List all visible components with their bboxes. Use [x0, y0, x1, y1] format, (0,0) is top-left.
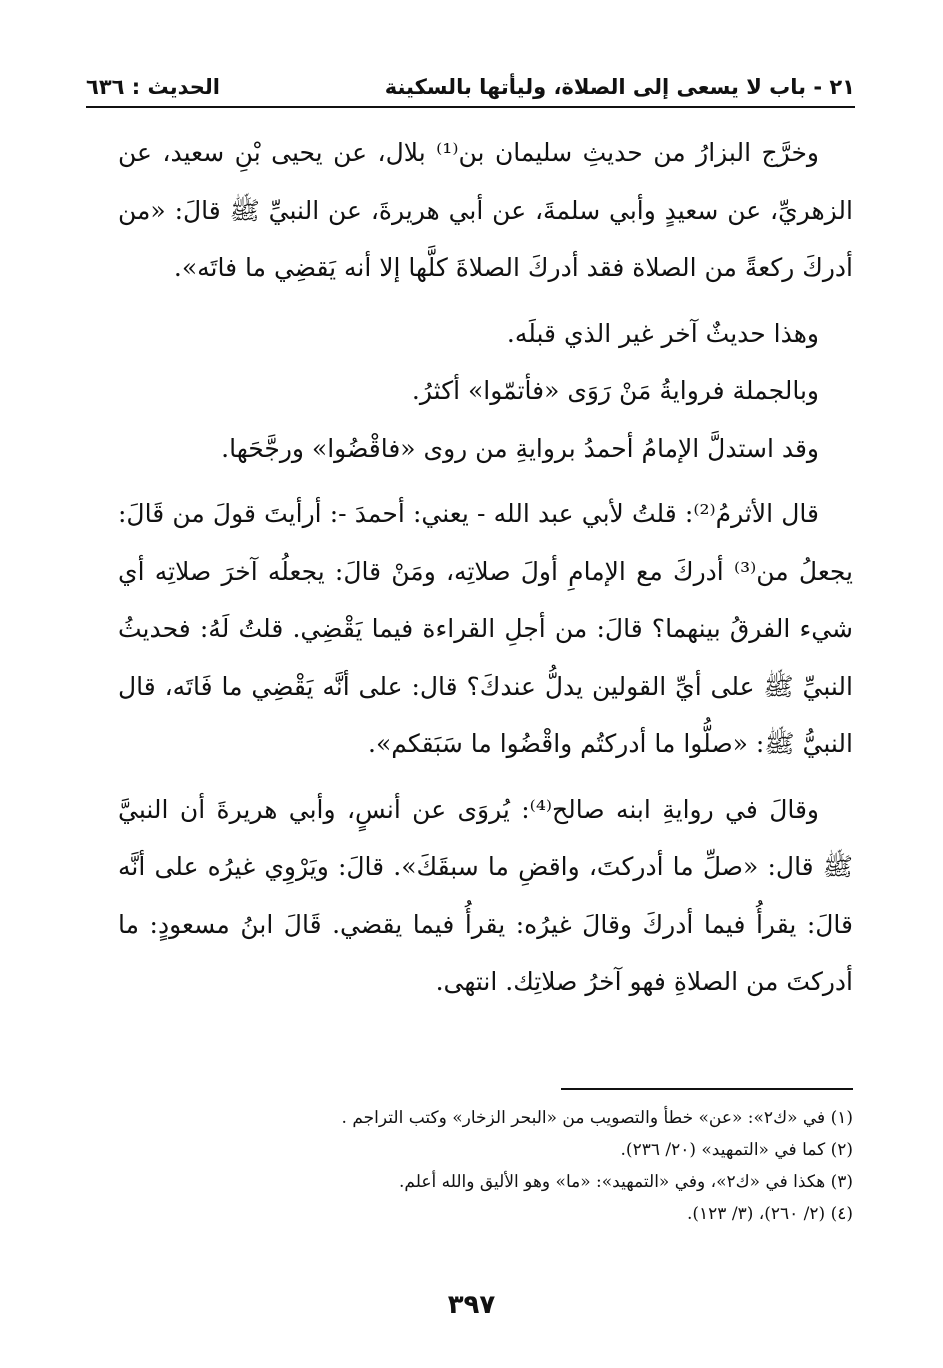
paragraph: وهذا حديثٌ آخر غير الذي قبلَه. [506, 318, 819, 348]
footnote: (٣) هكذا في «ك٢»، وفي «التمهيد»: «ما» وهو الأليق والله أعلم. [399, 1172, 853, 1192]
main-text [118, 124, 853, 1011]
hadith-number: الحديث : ٦٣٦ [86, 75, 220, 99]
chapter-title: ٢١ - باب لا يسعى إلى الصلاة، وليأتها بالسكينة [384, 75, 855, 99]
paragraph: قال الأثرمُ⁽²⁾: قلتُ لأبي عبد الله - يعني: أحمدَ -: أرأيتَ قولَ من قَالَ: يجعلُ من⁽³⁾ أدركَ مع الإمامِ أولَ صلاتِه، ومَنْ قالَ: يجعلُه آخرَ صلاتِه أي شيء الفرقُ بينهما؟ قالَ: من أجلِ القراءة فيما يَقْضِي. قلتُ لَهُ: فحديثُ النبيِّ ﷺ على أيِّ القولين يدلُّ عندكَ؟ قال: على أنَّه يَقْضِي ما فَاتَه، قال النبيُّ ﷺ: «صلُّوا ما أدركتُم واقْضُوا ما سَبَقكم». [118, 499, 853, 758]
paragraph: وبالجملة فروايةُ مَنْ رَوَى «فأتمّوا» أكثرُ. [411, 376, 819, 405]
paragraph: وقد استدلَّ الإمامُ أحمدُ بروايةِ من روى «فاقْضُوا» ورجَّحَها. [221, 433, 819, 463]
footnote: (٤) (٢/ ٢٦٠)، (٣/ ١٢٣). [686, 1204, 853, 1224]
footnote: (٢) كما في «التمهيد» (٢٠/ ٢٣٦). [620, 1140, 853, 1160]
header-rule [86, 106, 855, 108]
footnote: (١) في «ك٢»: «عن» خطأ والتصويب من «البحر الزخار» وكتب التراجم . [341, 1108, 853, 1128]
page-number: ٣٩٧ [447, 1290, 496, 1320]
paragraph: وقالَ في روايةِ ابنه صالح⁽⁴⁾: يُروَى عن أنسٍ، وأبي هريرةَ أن النبيَّ ﷺ قال: «صلِّ ما أدركتَ، واقضِ ما سبقَكَ». قالَ: ويَرْوِي غيرُه على أنَّه قالَ: يقرأُ فيما أدركَ وقالَ غيرُه: يقرأُ فيما يقضي. قَالَ ابنُ مسعودٍ: ما أدركتَ من الصلاةِ فهو آخرُ صلاتِك. انتهى. [118, 794, 853, 996]
running-header [86, 70, 855, 104]
footnotes [118, 1102, 853, 1230]
paragraph: وخرَّج البزارُ من حديثِ سليمان بن⁽¹⁾ بلال، عن يحيى بْنِ سعيد، عن الزهريِّ، عن سعيدٍ وأبي سلمةَ، عن أبي هريرةَ، عن النبيِّ ﷺ قالَ: «من أدركَ ركعةً من الصلاة فقد أدركَ الصلاةَ كلَّها إلا أنه يَقضِي ما فاتَه». [118, 138, 853, 282]
footnote-separator [561, 1088, 853, 1090]
